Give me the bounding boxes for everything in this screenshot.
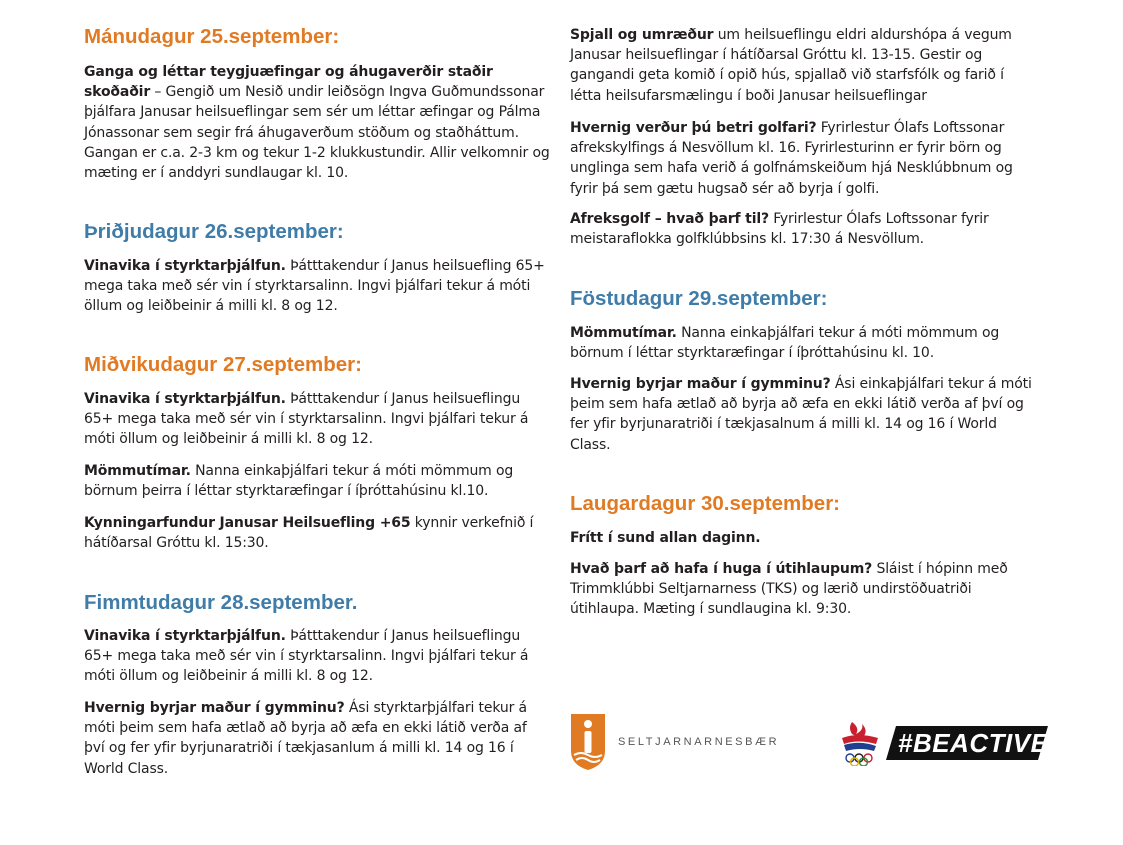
- entry-text: um heilsueflingu eldri aldurshópa á vegum Janusar heilsueflingar í hátíðarsal Gróttu kl. 13-15. Gestir og gangandi geta komið í opið hús, spjallað við starfsfólk og farið í létta heilsufarsmælingu í boði Janusar heilsueflingar: [570, 27, 1012, 104]
- olympic-committee-logo-icon: [838, 720, 884, 766]
- entry-text: – Gengið um Nesið undir leiðsögn Ingva Guðmundssonar þjálfara Janusar heilsueflingar sem sér um léttar æfingar og Pálma Jónassonar sem segir frá áhugaverðum stöðum og staðháttum. Gangan er c.a. 2-3 km og tekur 1-2 klukkustundir. Allir velkomnir og mæting er í anddyri sundlaugar kl. 10.: [84, 84, 550, 182]
- thursday-entry-spjall: [570, 25, 1030, 106]
- entry-title: Vinavika í styrktarþjálfun.: [84, 258, 286, 274]
- seltjarnarnes-logo: [570, 713, 810, 773]
- entry-title: Frítt í sund allan daginn.: [570, 530, 761, 546]
- saturday-heading: Laugardagur 30.september:: [570, 492, 840, 515]
- wednesday-entry-vinavika: [84, 389, 536, 450]
- entry-text: kynnir verkefnið í hátíðarsal Gróttu kl. 15:30.: [84, 515, 534, 552]
- saturday-entry-utihlaup: [570, 559, 1030, 620]
- monday-heading: Mánudagur 25.september:: [84, 25, 340, 48]
- entry-title: Hvað þarf að hafa í huga í útihlaupum?: [570, 561, 873, 577]
- entry-text: Þátttakendur í Janus heilsuefling 65+ mega taka með sér vin í styrktarsalinn. Ingvi þjálfari tekur á móti öllum og leiðbeinir á milli kl. 8 og 12.: [84, 258, 545, 315]
- thursday-entry-golfari: [570, 118, 1030, 199]
- entry-title: Ganga og léttar teygjuæfingar og áhugaverðir staðir skoðaðir: [84, 64, 493, 101]
- entry-title: Spjall og umræður: [570, 27, 714, 43]
- wednesday-entry-kynningarfundur: [84, 513, 544, 553]
- wednesday-entry-mommutimar: [84, 461, 544, 501]
- thursday-entry-afreksgolf: [570, 209, 1030, 249]
- beactive-logo: [886, 726, 1048, 760]
- entry-title: Mömmutímar.: [84, 463, 191, 479]
- entry-text: Fyrirlestur Ólafs Loftssonar fyrir meistaraflokka golfklúbbsins kl. 17:30 á Nesvöllum.: [570, 211, 989, 248]
- entry-text: Ási einkaþjálfari tekur á móti þeim sem hafa ætlað að byrja að æfa en ekki látið verða af því og fer yfir byrjunaratriði í tækjasalnum á milli kl. 14 og 16 í World Class.: [570, 376, 1032, 453]
- thursday-entry-gym: [84, 698, 544, 779]
- entry-text: Þátttakendur í Janus heilsueflingu 65+ mega taka með sér vin í styrktarsalinn. Ingvi þjálfari tekur á móti öllum og leiðbeinir á milli kl. 8 og 12.: [84, 628, 529, 685]
- entry-title: Vinavika í styrktarþjálfun.: [84, 391, 286, 407]
- monday-entry-walk: [84, 62, 554, 183]
- entry-title: Afreksgolf – hvað þarf til?: [570, 211, 769, 227]
- tuesday-heading: Þriðjudagur 26.september:: [84, 220, 344, 243]
- entry-text: Þátttakendur í Janus heilsueflingu 65+ mega taka með sér vin í styrktarsalinn. Ingvi þjálfari tekur á móti öllum og leiðbeinir á milli kl. 8 og 12.: [84, 391, 529, 448]
- entry-text: Fyrirlestur Ólafs Loftssonar afrekskylfings á Nesvöllum kl. 16. Fyrirlesturinn er fyrir börn og unglinga sem hafa verið á golfnámskeiðum hjá Nesklúbbnum og fyrir þá sem gætu hugsað sér að byrja í golfi.: [570, 120, 1013, 197]
- entry-title: Vinavika í styrktarþjálfun.: [84, 628, 286, 644]
- entry-title: Mömmutímar.: [570, 325, 677, 341]
- saturday-entry-sund: [570, 528, 1030, 548]
- seltjarnarnes-crest-icon: [570, 713, 606, 771]
- entry-text: Nanna einkaþjálfari tekur á móti mömmum og börnum þeirra í léttar styrktaræfingar í íþróttahúsinu kl.10.: [84, 463, 514, 500]
- friday-entry-gym: [570, 374, 1040, 455]
- entry-title: Hvernig verður þú betri golfari?: [570, 120, 817, 136]
- beactive-text: #BEACTIVE: [898, 728, 1049, 758]
- entry-title: Kynningarfundur Janusar Heilsuefling +65: [84, 515, 411, 531]
- wednesday-heading: Miðvikudagur 27.september:: [84, 353, 362, 376]
- friday-entry-mommutimar: [570, 323, 1010, 363]
- municipality-name: SELTJARNARNESBÆR: [618, 736, 780, 748]
- entry-title: Hvernig byrjar maður í gymminu?: [570, 376, 831, 392]
- thursday-heading: Fimmtudagur 28.september.: [84, 591, 358, 614]
- entry-text: Ási styrktarþjálfari tekur á móti þeim sem hafa ætlað að byrja að æfa en ekki látið verða af því og fer yfir byrjunaratriði í tækjasanlum á milli kl. 14 og 16 í World Class.: [84, 700, 527, 777]
- entry-title: Hvernig byrjar maður í gymminu?: [84, 700, 345, 716]
- entry-text: Sláist í hópinn með Trimmklúbbi Seltjarnarness (TKS) og lærið undirstöðuatriði útihlaupa. Mæting í sundlaugina kl. 9:30.: [570, 561, 1008, 618]
- thursday-entry-vinavika: [84, 626, 536, 687]
- tuesday-entry-vinavika: [84, 256, 554, 317]
- entry-text: Nanna einkaþjálfari tekur á móti mömmum og börnum í léttar styrktaræfingar í íþróttahúsinu kl. 10.: [570, 325, 1000, 362]
- friday-heading: Föstudagur 29.september:: [570, 287, 828, 310]
